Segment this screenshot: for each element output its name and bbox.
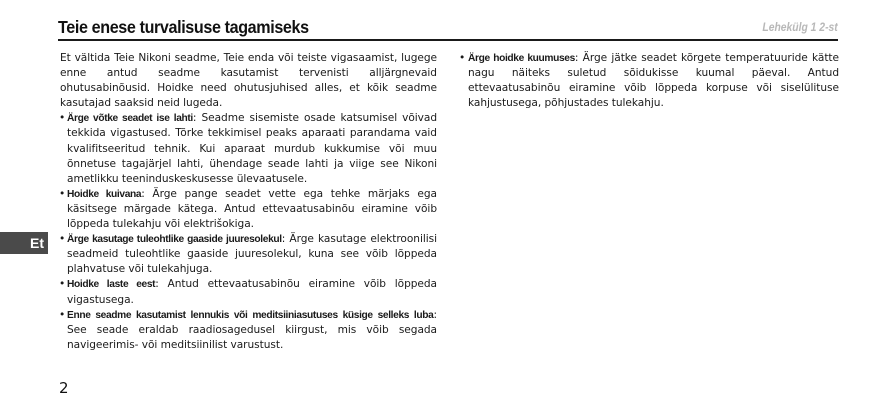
intro-paragraph: Et vältida Teie Nikoni seadme, Teie enda või teiste vigasaamist, lugege enne antud seadme kasutamist tervenisti alljärgnevaid ohutusabinõusid. Hoidke need ohutusjuhised alles, et kõik seadme kasutajad saaksid neid lugeda.	[60, 52, 437, 110]
bullet-icon: •	[59, 187, 66, 200]
item-text: : Seadme sisemiste osade katsumisel võivad tekkida vigastused. Tõrke tekkimisel peaks aparaati parandama vaid kvalifitseeritud tehnik. Kui aparaat murdub kukkumise või muu õnnetuse tagajärjel lahti, ühendage seade lahti ja viige see Nikoni ametlikku teeninduskeskusesse ülevaatusele.	[67, 112, 438, 185]
item-text: : Antud ettevaatusabinõu eiramine võib lõppeda vigastusega.	[67, 278, 437, 306]
list-item	[60, 232, 437, 277]
header-rule	[58, 39, 838, 41]
item-text: : Ärge kasutage elektroonilisi seadmeid tuleohtlike gaaside juuresolekul, kuna see võib lõppeda plahvatuse või tulekahjuga.	[67, 233, 437, 276]
item-term: Hoidke kuivana	[67, 188, 142, 200]
list-item	[60, 308, 437, 353]
item-text: : Ärge jätke seadet kõrgete temperatuuride kätte nagu näiteks suletud sõidukisse kuumal päeval. Antud ettevaatusabinõu eiramine võib lõppeda korpuse või siselülituse kahjustusega, põhjustades tulekahju.	[468, 52, 839, 110]
bullet-icon: •	[59, 278, 66, 291]
page-number: 2	[59, 379, 69, 397]
item-term: Ärge hoidke kuumuses	[468, 53, 575, 64]
item-text: : Ärge pange seadet vette ega tehke märjaks ega käsitsege märgade kätega. Antud ettevaatusabinõu eiramine võib lõppeda tulekahju või elektrišokiga.	[67, 187, 437, 231]
list-item	[60, 277, 437, 307]
bullet-icon: •	[59, 112, 66, 125]
list-item	[460, 51, 839, 111]
right-safety-list	[460, 51, 839, 111]
page-reference: Lehekülg 1 2-st	[762, 22, 838, 34]
page-title: Teie enese turvalisuse tagamiseks	[58, 17, 309, 37]
language-tab: Et	[0, 232, 48, 254]
item-term: Enne seadme kasutamist lennukis või meditsiiniasutuses küsige selleks luba	[67, 309, 434, 321]
list-item	[60, 187, 437, 232]
item-term: Ärge kasutage tuleohtlike gaaside juuresolekul	[67, 234, 282, 246]
right-column	[460, 51, 839, 111]
bullet-icon: •	[59, 233, 66, 246]
item-text: : See seade eraldab raadiosagedusel kiirgust, mis võib segada navigeerimis- või meditsiinilist varustust.	[67, 308, 437, 351]
page-header	[58, 17, 838, 41]
item-term: Hoidke laste eest	[67, 279, 156, 291]
left-safety-list	[60, 111, 437, 353]
list-item	[60, 111, 437, 186]
left-column	[60, 51, 437, 353]
bullet-icon: •	[459, 52, 466, 64]
item-term: Ärge võtke seadet ise lahti	[67, 113, 193, 125]
bullet-icon: •	[59, 308, 66, 321]
